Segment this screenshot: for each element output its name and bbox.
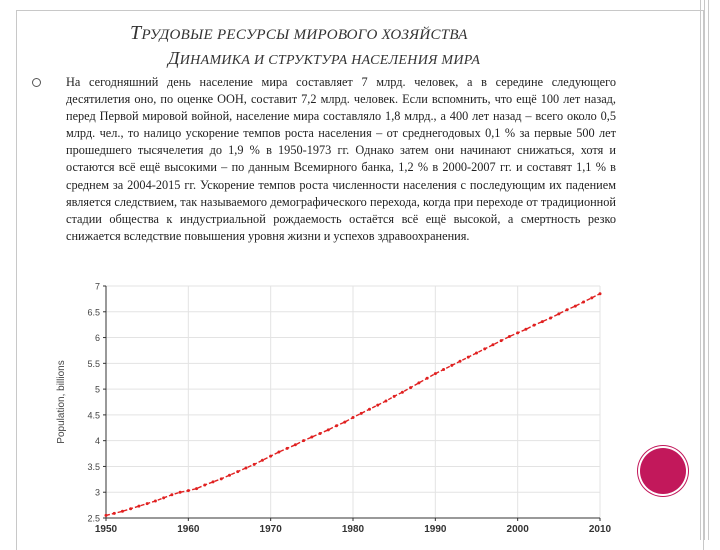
data-point <box>179 491 182 494</box>
data-point <box>220 477 223 480</box>
y-tick-label: 7 <box>94 282 100 292</box>
data-point <box>491 343 494 346</box>
data-point <box>203 484 206 487</box>
data-point <box>590 296 593 299</box>
data-point <box>212 480 215 483</box>
data-point <box>170 493 173 496</box>
x-tick-label: 1950 <box>94 524 118 535</box>
population-line-chart <box>48 282 618 540</box>
data-point <box>253 463 256 466</box>
data-point <box>409 386 412 389</box>
data-point <box>154 499 157 502</box>
y-tick-label: 4 <box>94 436 100 447</box>
x-tick-label: 1980 <box>341 524 365 535</box>
data-point <box>269 455 272 458</box>
data-point <box>393 395 396 398</box>
y-axis-label: Population, billions <box>56 360 67 444</box>
y-tick-label: 2.5 <box>87 513 100 524</box>
y-tick-label: 3 <box>94 487 100 498</box>
y-tick-label: 6 <box>94 333 100 344</box>
data-point <box>426 377 429 380</box>
data-point <box>483 347 486 350</box>
data-point <box>434 372 437 375</box>
data-point <box>335 424 338 427</box>
data-point <box>310 436 313 439</box>
data-point <box>105 514 108 517</box>
data-point <box>582 300 585 303</box>
data-point <box>327 428 330 431</box>
data-point <box>319 432 322 435</box>
data-point <box>524 328 527 331</box>
data-point <box>195 487 198 490</box>
data-point <box>549 316 552 319</box>
x-tick-label: 2000 <box>506 524 529 535</box>
x-tick-label: 1960 <box>177 524 200 535</box>
data-point <box>599 292 602 295</box>
data-point <box>121 510 124 513</box>
data-point <box>566 308 569 311</box>
data-point <box>277 451 280 454</box>
slide-subtitle: ДИНАМИКА И СТРУКТУРА НАСЕЛЕНИЯ МИРА <box>168 48 481 68</box>
data-point <box>236 470 239 473</box>
data-point <box>467 356 470 359</box>
data-point <box>261 459 264 462</box>
x-tick-label: 2010 <box>588 524 612 535</box>
data-point <box>286 447 289 450</box>
y-tick-label: 3.5 <box>87 461 100 472</box>
x-tick-label: 1990 <box>424 524 447 535</box>
data-point <box>294 443 297 446</box>
data-point <box>129 507 132 510</box>
data-point <box>146 502 149 505</box>
data-point <box>475 352 478 355</box>
y-tick-label: 6.5 <box>87 307 100 318</box>
data-point <box>137 505 140 508</box>
data-point <box>162 496 165 499</box>
x-tick-label: 1970 <box>259 524 282 535</box>
data-point <box>442 368 445 371</box>
data-point <box>228 474 231 477</box>
data-point <box>368 408 371 411</box>
data-point <box>500 339 503 342</box>
data-point <box>244 466 247 469</box>
data-point <box>113 512 116 515</box>
y-tick-label: 5.5 <box>87 358 100 369</box>
data-point <box>360 412 363 415</box>
data-point <box>384 399 387 402</box>
slide-title: ТРУДОВЫЕ РЕСУРСЫ МИРОВОГО ХОЗЯЙСТВА <box>130 22 468 44</box>
y-tick-label: 4.5 <box>87 410 100 421</box>
data-point <box>557 312 560 315</box>
data-point <box>302 439 305 442</box>
bullet-icon <box>32 78 41 87</box>
body-paragraph: На сегодняшний день население мира составляет 7 млрд. человек, а в середине следующего десятилетия оно, по оценке ООН, составит 7,2 млрд. человек. Если вспомнить, что ещё 100 лет назад, перед Первой мировой войной, население мира составляло 1,8 млрд., а 400 лет назад – всего около 0,5 млрд. чел., то налицо ускорение темпов роста населения – от среднегодовых 0,1 % за первые 500 лет прошедшего тысячелетия до 1,9 % в 1950-1973 гг. Однако затем они начинают снижаться, хотя и остаются всё ещё высокими – по данным Всемирного банка, 1,2 % в 2000-2007 гг. и составят 1,1 % в среднем за 2004-2015 гг. Ускорение темпов роста численности населения с последующим их падением является следствием, так называемого демографического перехода, когда при переходе от традиционной стадии общества к индустриальной рождаемость остаётся всё ещё высокой, а смертность резко снижается вследствие повышения уровня жизни и успехов здравоохранения. <box>66 75 616 243</box>
data-point <box>450 364 453 367</box>
data-point <box>417 381 420 384</box>
data-point <box>352 416 355 419</box>
data-point <box>343 421 346 424</box>
data-point <box>516 331 519 334</box>
data-point <box>574 305 577 308</box>
y-tick-label: 5 <box>94 384 100 395</box>
data-point <box>187 489 190 492</box>
data-point <box>401 391 404 394</box>
data-point <box>376 404 379 407</box>
data-point <box>541 320 544 323</box>
decorative-circle <box>640 448 686 494</box>
decorative-lines <box>700 0 714 540</box>
data-point <box>459 360 462 363</box>
data-point <box>508 335 511 338</box>
data-point <box>533 324 536 327</box>
